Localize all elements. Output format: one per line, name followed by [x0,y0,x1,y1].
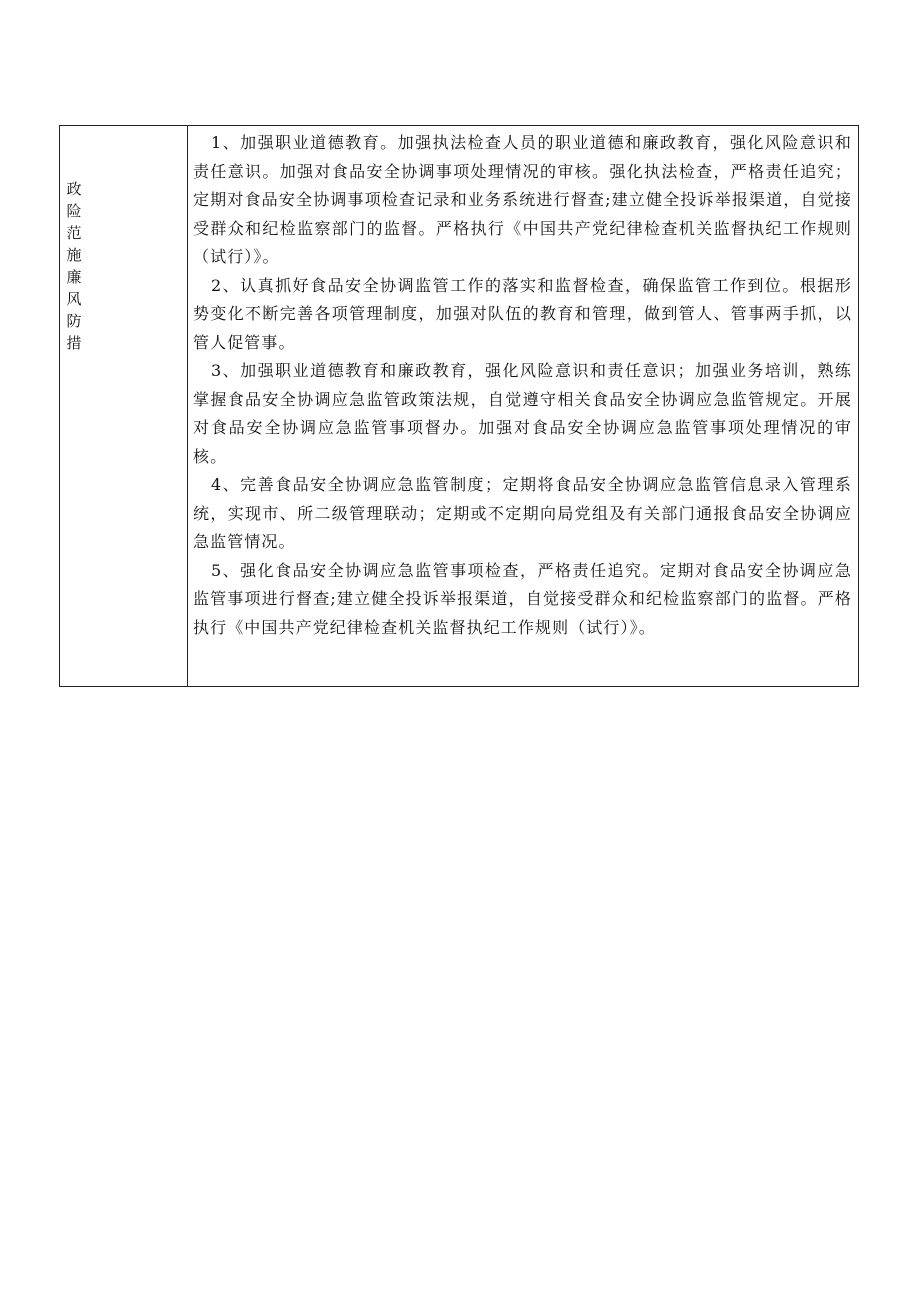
measure-item-3: 3、加强职业道德教育和廉政教育，强化风险意识和责任意识；加强业务培训，熟练掌握食品安全协调应急监管政策法规，自觉遵守相关食品安全协调应急监管规定。开展对食品安全协调应急监管事项督办。加强对食品安全协调应急监管事项处理情况的审核。 [193,361,852,466]
label-char: 险 [66,202,82,220]
label-char: 政 [66,180,82,198]
measures-content-cell [188,126,858,686]
label-char: 防 [66,312,82,330]
label-char: 措 [66,334,82,352]
measure-item-5: 5、强化食品安全协调应急监管事项检查，严格责任追究。定期对食品安全协调应急监管事项进行督查;建立健全投诉举报渠道，自觉接受群众和纪检监察部门的监督。严格执行《中国共产党纪律检查机关监督执纪工作规则（试行）》。 [193,560,852,637]
label-char: 施 [66,246,82,264]
measures-table [59,125,859,687]
row-label [60,178,88,354]
measure-item-2: 2、认真抓好食品安全协调监管工作的落实和监督检查，确保监管工作到位。根据形势变化不断完善各项管理制度，加强对队伍的教育和管理，做到管人、管事两手抓，以管人促管事。 [193,275,852,352]
label-char: 廉 [66,268,82,286]
measure-item-4: 4、完善食品安全协调应急监管制度；定期将食品安全协调应急监管信息录入管理系统，实现市、所二级管理联动；定期或不定期向局党组及有关部门通报食品安全协调应急监管情况。 [193,475,852,551]
label-char: 范 [66,224,82,242]
measure-item-1: 1、加强职业道德教育。加强执法检查人员的职业道德和廉政教育，强化风险意识和责任意识。加强对食品安全协调事项处理情况的审核。强化执法检查，严格责任追究；定期对食品安全协调事项检查记录和业务系统进行督查;建立健全投诉举报渠道，自觉接受群众和纪检监察部门的监督。严格执行《中国共产党纪律检查机关监督执纪工作规则（试行）》。 [193,133,852,266]
row-label-cell [60,126,188,686]
label-char: 风 [66,290,82,308]
